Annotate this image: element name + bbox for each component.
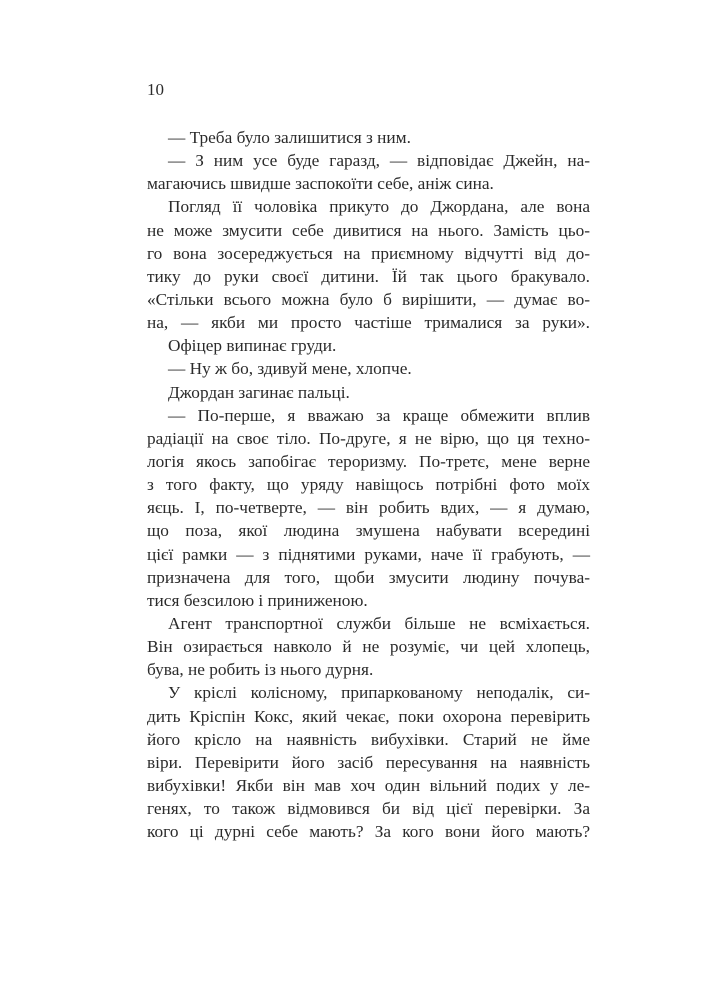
- text-line: Джордан загинає пальці.: [168, 382, 350, 402]
- text-line: Агент транспортної служби більше не всміхається.: [168, 613, 590, 633]
- text-line: цієї рамки — з піднятими руками, наче її грабують, —: [147, 544, 590, 564]
- text-line: «Стільки всього можна було б вирішити, — думає во-: [147, 289, 590, 309]
- text-line: — По-перше, я вважаю за краще обмежити вплив: [168, 405, 590, 425]
- text-line: призначена для того, щоби змусити людину почува-: [147, 567, 590, 587]
- text-line: Він озирається навколо й не розуміє, чи цей хлопець,: [147, 637, 590, 657]
- text-line: віри. Перевірити його засіб пересування на наявність: [147, 752, 590, 772]
- text-line: генях, то також відмовився би від цієї перевірки. За: [147, 799, 590, 819]
- text-line: — З ним усе буде гаразд, — відповідає Джейн, на-: [168, 151, 590, 171]
- text-line: логія якось запобігає тероризму. По-третє, мене верне: [147, 451, 590, 471]
- text-line: кого ці дурні себе мають? За кого вони його мають?: [147, 822, 590, 842]
- text-line: яєць. І, по-четверте, — він робить вдих, — я думаю,: [147, 498, 590, 518]
- text-line: Погляд її чоловіка прикуто до Джордана, але вона: [168, 197, 590, 217]
- text-line: вибухівки! Якби він мав хоч один вільний подих у ле-: [147, 775, 590, 795]
- text-line: У кріслі колісному, припаркованому неподалік, си-: [168, 683, 590, 703]
- text-line: тику до руки своєї дитини. Їй так цього бракувало.: [147, 266, 590, 286]
- text-line: бува, не робить із нього дурня.: [147, 660, 374, 680]
- text-line: що поза, якої людина змушена набувати всередині: [147, 521, 590, 541]
- text-line: тися безсилою і приниженою.: [147, 590, 368, 610]
- text-line: магаючись швидше заспокоїти себе, аніж сина.: [147, 174, 494, 194]
- text-line: радіації на своє тіло. По-друге, я не вірю, що ця техно-: [147, 428, 590, 448]
- body-text: [147, 126, 590, 843]
- text-line: го вона зосереджується на приємному відчутті від до-: [147, 243, 590, 263]
- page-number: 10: [147, 80, 164, 99]
- text-line: з того факту, що уряду навіщось потрібні фото моїх: [147, 475, 590, 495]
- text-line: дить Кріспін Кокс, який чекає, поки охорона перевірить: [147, 706, 590, 726]
- text-line: — Ну ж бо, здивуй мене, хлопче.: [168, 359, 412, 379]
- text-line: Офіцер випинає груди.: [168, 336, 337, 356]
- text-line: його крісло на наявність вибухівки. Старий не йме: [147, 729, 590, 749]
- text-line: на, — якби ми просто частіше трималися за руки».: [147, 313, 590, 333]
- text-line: не може змусити себе дивитися на нього. Замість цьо-: [147, 220, 590, 240]
- text-line: — Треба було залишитися з ним.: [168, 128, 411, 147]
